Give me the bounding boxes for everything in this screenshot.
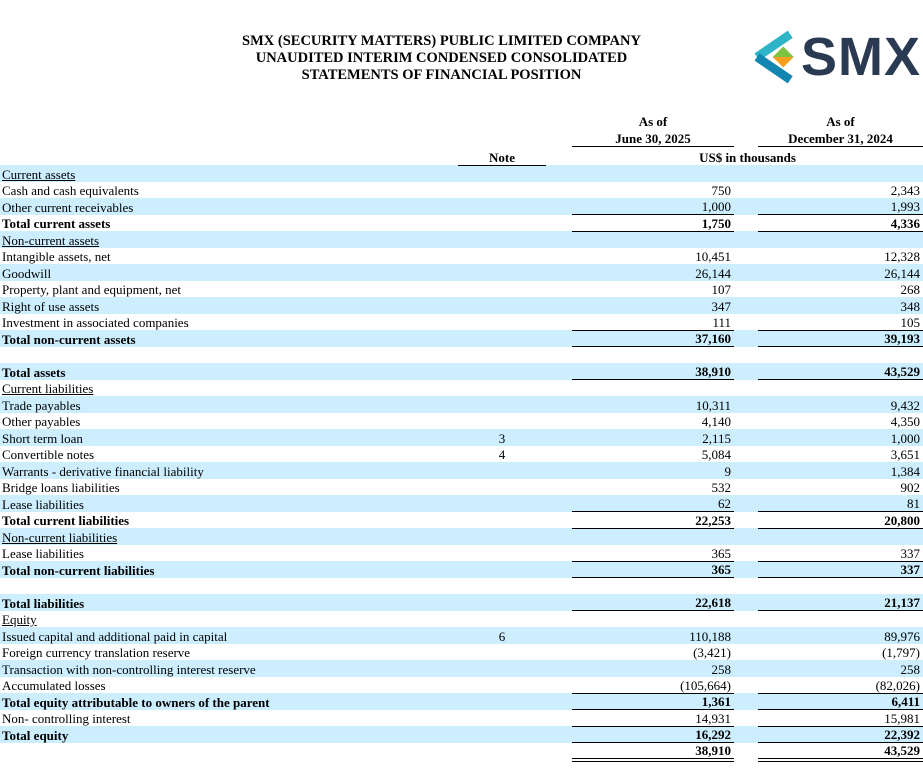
row-note: [458, 165, 546, 182]
section-label: Equity: [2, 612, 37, 627]
table-row: [0, 561, 923, 578]
column-gap: [546, 462, 572, 479]
row-note: [458, 743, 546, 761]
table-row: [0, 710, 923, 727]
value-june-30-2025: 9: [724, 463, 731, 479]
value-june-30-2025: 16,292: [572, 726, 734, 743]
table-row: [0, 743, 923, 761]
total-row-label: Total non-current assets: [2, 331, 136, 347]
row-note: [458, 528, 546, 545]
table-row: [0, 182, 923, 199]
section-label: Non-current assets: [2, 232, 100, 248]
value-june-30-2025: 10,451: [695, 249, 731, 264]
column-gap: [734, 231, 758, 248]
row-label: Trade payables: [2, 397, 81, 413]
value-june-30-2025: 365: [572, 561, 734, 578]
column-gap: [734, 594, 758, 611]
value-december-31-2024: [758, 165, 923, 182]
table-row: [0, 627, 923, 644]
table-row: [0, 215, 923, 232]
row-note: [458, 545, 546, 562]
column-gap: [546, 429, 572, 446]
column-gap: [734, 330, 758, 347]
value-june-30-2025: 347: [711, 298, 731, 314]
column-gap: [546, 330, 572, 347]
table-row: [0, 314, 923, 331]
column-gap: [546, 495, 572, 512]
value-june-30-2025: [572, 231, 734, 248]
column-gap: [546, 146, 572, 165]
column-gap: [546, 561, 572, 578]
value-june-30-2025: 14,931: [572, 710, 734, 727]
value-june-30-2025: [572, 578, 734, 595]
column-gap: [734, 462, 758, 479]
value-june-30-2025: [572, 528, 734, 545]
column-gap: [734, 545, 758, 562]
row-note: [458, 330, 546, 347]
row-note: [458, 396, 546, 413]
table-body: [0, 165, 923, 760]
value-june-30-2025: 22,618: [572, 594, 734, 611]
value-december-31-2024: [758, 528, 923, 545]
table-row: [0, 528, 923, 545]
value-december-31-2024: 15,981: [758, 710, 923, 727]
column-gap: [546, 182, 572, 199]
row-note: [458, 462, 546, 479]
table-row: [0, 281, 923, 298]
table-row: [0, 429, 923, 446]
title-line-3: STATEMENTS OF FINANCIAL POSITION: [301, 67, 582, 83]
row-note: [458, 561, 546, 578]
col1-asof-label: As of: [638, 114, 668, 129]
column-gap: [734, 248, 758, 265]
value-december-31-2024: [758, 231, 923, 248]
table-row: [0, 495, 923, 512]
col1-date-label: June 30, 2025: [572, 129, 734, 146]
value-june-30-2025: 750: [711, 183, 731, 198]
row-label: Property, plant and equipment, net: [2, 282, 181, 297]
column-gap: [546, 710, 572, 727]
value-december-31-2024: [758, 380, 923, 397]
column-gap: [546, 644, 572, 661]
row-note: [458, 644, 546, 661]
table-row: [0, 644, 923, 661]
value-june-30-2025: 107: [711, 282, 731, 297]
row-label: Right of use assets: [2, 298, 100, 314]
column-gap: [546, 743, 572, 761]
column-gap: [734, 297, 758, 314]
section-label: Current liabilities: [2, 381, 94, 396]
value-december-31-2024: 6,411: [758, 693, 923, 710]
value-june-30-2025: 1,000: [572, 198, 734, 215]
row-note: [458, 726, 546, 743]
empty-cell: [0, 146, 458, 165]
value-december-31-2024: 105: [758, 314, 923, 331]
column-gap: [734, 363, 758, 380]
table-row: [0, 512, 923, 529]
note-column-header: Note: [458, 146, 546, 165]
value-december-31-2024: 337: [758, 561, 923, 578]
smx-chevron-icon: [743, 28, 799, 86]
value-december-31-2024: 21,137: [758, 594, 923, 611]
value-december-31-2024: 1,000: [890, 430, 920, 446]
row-note: [458, 413, 546, 430]
column-gap: [734, 512, 758, 529]
row-label: Lease liabilities: [2, 546, 84, 561]
value-june-30-2025: 110,188: [689, 628, 731, 644]
value-june-30-2025: (105,664): [572, 677, 734, 694]
value-june-30-2025: 10,311: [695, 397, 731, 413]
row-label: [0, 578, 458, 595]
row-note: [458, 297, 546, 314]
table-row: [0, 677, 923, 694]
row-note: [458, 264, 546, 281]
value-december-31-2024: 4,350: [890, 414, 920, 429]
empty-cell: [458, 112, 546, 129]
column-gap: [734, 644, 758, 661]
row-label: Accumulated losses: [2, 678, 106, 693]
column-gap: [546, 578, 572, 595]
column-gap: [546, 380, 572, 397]
value-june-30-2025: 2,115: [702, 430, 731, 446]
table-row: [0, 330, 923, 347]
empty-cell: [0, 112, 458, 129]
column-gap: [546, 396, 572, 413]
column-gap: [734, 314, 758, 331]
value-december-31-2024: 268: [900, 282, 920, 297]
value-june-30-2025: 532: [711, 480, 731, 495]
column-gap: [734, 479, 758, 496]
value-december-31-2024: 4,336: [758, 215, 923, 232]
table-row: [0, 231, 923, 248]
table-row: [0, 396, 923, 413]
value-june-30-2025: 1,750: [572, 215, 734, 232]
smx-logo-text: SMX: [800, 27, 921, 87]
value-december-31-2024: (82,026): [758, 677, 923, 694]
table-row: [0, 380, 923, 397]
section-label: Current assets: [2, 166, 76, 182]
table-row: [0, 660, 923, 677]
value-december-31-2024: 1,993: [758, 198, 923, 215]
total-row-label: Total equity attributable to owners of the parent: [2, 694, 270, 710]
col2-date-label: December 31, 2024: [758, 129, 923, 146]
column-gap: [546, 693, 572, 710]
column-gap: [734, 413, 758, 430]
column-gap: [734, 380, 758, 397]
column-gap: [546, 129, 572, 146]
row-label: [0, 347, 458, 364]
row-label: Lease liabilities: [2, 496, 84, 512]
table-row: [0, 347, 923, 364]
column-gap: [734, 677, 758, 694]
section-label: Non-current liabilities: [2, 529, 118, 545]
column-gap: [734, 182, 758, 199]
value-december-31-2024: 3,651: [890, 447, 920, 462]
table-row: [0, 413, 923, 430]
column-gap: [546, 726, 572, 743]
row-label: Issued capital and additional paid in capital: [2, 628, 228, 644]
col2-asof-label: As of: [826, 114, 855, 129]
column-gap: [546, 314, 572, 331]
column-gap: [546, 545, 572, 562]
column-gap: [546, 215, 572, 232]
table-row: [0, 578, 923, 595]
table-row: [0, 165, 923, 182]
value-june-30-2025: [572, 611, 734, 628]
value-june-30-2025: 26,144: [695, 265, 731, 281]
table-row: [0, 297, 923, 314]
column-gap: [734, 710, 758, 727]
value-december-31-2024: 20,800: [758, 512, 923, 529]
value-december-31-2024: 9,432: [890, 397, 920, 413]
value-december-31-2024: 39,193: [758, 330, 923, 347]
row-note: [458, 380, 546, 397]
table-row: [0, 462, 923, 479]
row-label: Short term loan: [2, 430, 83, 446]
table-row: [0, 693, 923, 710]
column-gap: [546, 611, 572, 628]
row-note: 4: [498, 447, 506, 462]
column-gap: [546, 363, 572, 380]
value-december-31-2024: 902: [900, 480, 920, 495]
table-row: [0, 363, 923, 380]
empty-cell: [458, 129, 546, 146]
column-gap: [546, 347, 572, 364]
row-label: Other payables: [2, 414, 81, 429]
value-december-31-2024: [758, 578, 923, 595]
value-december-31-2024: 337: [758, 545, 923, 562]
column-gap: [734, 129, 758, 146]
column-gap: [734, 495, 758, 512]
row-note: [458, 710, 546, 727]
value-december-31-2024: 43,529: [758, 363, 923, 380]
value-december-31-2024: 348: [900, 298, 920, 314]
row-note: [458, 512, 546, 529]
column-gap: [546, 231, 572, 248]
table-row: [0, 545, 923, 562]
column-gap: [546, 528, 572, 545]
value-june-30-2025: 1,361: [572, 693, 734, 710]
column-gap: [546, 594, 572, 611]
total-row-label: Total current liabilities: [2, 513, 130, 528]
table-row: [0, 446, 923, 463]
column-gap: [734, 611, 758, 628]
header-row-dates: [0, 129, 923, 146]
column-gap: [734, 281, 758, 298]
value-december-31-2024: 1,384: [890, 463, 920, 479]
column-gap: [546, 297, 572, 314]
title-line-1: SMX (SECURITY MATTERS) PUBLIC LIMITED COMPANY: [242, 33, 641, 49]
row-note: [458, 479, 546, 496]
row-note: 6: [498, 628, 506, 644]
row-note: [458, 611, 546, 628]
row-label: Other current receivables: [2, 199, 134, 215]
column-gap: [546, 512, 572, 529]
column-gap: [546, 248, 572, 265]
total-row-label: Total assets: [2, 364, 66, 380]
value-june-30-2025: [572, 165, 734, 182]
table-row: [0, 264, 923, 281]
value-december-31-2024: 89,976: [884, 628, 920, 644]
value-december-31-2024: (1,797): [882, 645, 920, 660]
table-row: [0, 594, 923, 611]
column-gap: [734, 198, 758, 215]
value-december-31-2024: 22,392: [758, 726, 923, 743]
value-june-30-2025: 22,253: [572, 512, 734, 529]
row-label: Transaction with non-controlling interest reserve: [2, 661, 256, 677]
value-june-30-2025: 258: [711, 661, 731, 677]
empty-cell: [0, 129, 458, 146]
row-note: [458, 363, 546, 380]
value-december-31-2024: 81: [758, 495, 923, 512]
value-june-30-2025: 365: [572, 545, 734, 562]
total-row-label: Total liabilities: [2, 595, 85, 611]
column-gap: [734, 215, 758, 232]
column-gap: [734, 660, 758, 677]
row-note: [458, 215, 546, 232]
row-note: [458, 231, 546, 248]
value-december-31-2024: [758, 347, 923, 364]
value-december-31-2024: 12,328: [884, 249, 920, 264]
row-note: 3: [498, 430, 506, 446]
row-label: Non- controlling interest: [2, 711, 131, 726]
value-december-31-2024: 26,144: [884, 265, 920, 281]
column-gap: [546, 198, 572, 215]
row-note: [458, 347, 546, 364]
value-june-30-2025: 37,160: [572, 330, 734, 347]
smx-logo: [743, 28, 921, 86]
column-gap: [546, 660, 572, 677]
table-row: [0, 726, 923, 743]
total-row-label: Total equity: [2, 727, 69, 743]
row-label: Investment in associated companies: [2, 315, 189, 330]
value-june-30-2025: 5,084: [701, 447, 731, 462]
document-header: [0, 0, 923, 112]
column-gap: [734, 347, 758, 364]
column-gap: [546, 264, 572, 281]
column-gap: [734, 429, 758, 446]
column-gap: [734, 446, 758, 463]
value-june-30-2025: 38,910: [572, 743, 734, 761]
column-gap: [734, 264, 758, 281]
row-note: [458, 594, 546, 611]
value-june-30-2025: (3,421): [693, 645, 731, 660]
table-row: [0, 198, 923, 215]
value-june-30-2025: 111: [572, 314, 734, 331]
column-gap: [546, 165, 572, 182]
row-note: [458, 660, 546, 677]
column-gap: [734, 396, 758, 413]
value-june-30-2025: 62: [572, 495, 734, 512]
column-gap: [734, 578, 758, 595]
row-note: [458, 677, 546, 694]
title-line-2: UNAUDITED INTERIM CONDENSED CONSOLIDATED: [255, 50, 628, 66]
value-december-31-2024: 43,529: [758, 743, 923, 761]
row-label: Warrants - derivative financial liability: [2, 463, 204, 479]
row-note: [458, 281, 546, 298]
row-label: Intangible assets, net: [2, 249, 111, 264]
row-note: [458, 693, 546, 710]
value-june-30-2025: [572, 380, 734, 397]
column-gap: [734, 528, 758, 545]
column-gap: [546, 479, 572, 496]
column-gap: [734, 627, 758, 644]
value-december-31-2024: [758, 611, 923, 628]
row-label: Goodwill: [2, 265, 52, 281]
row-note: [458, 182, 546, 199]
table-row: [0, 479, 923, 496]
row-note: [458, 314, 546, 331]
row-note: [458, 248, 546, 265]
column-gap: [734, 112, 758, 129]
column-gap: [546, 627, 572, 644]
column-gap: [734, 743, 758, 761]
financial-position-table: [0, 112, 923, 762]
units-header: US$ in thousands: [699, 150, 796, 165]
value-june-30-2025: [572, 347, 734, 364]
column-gap: [734, 726, 758, 743]
total-row-label: Total current assets: [2, 216, 111, 231]
table-row: [0, 611, 923, 628]
row-note: [458, 578, 546, 595]
value-december-31-2024: 2,343: [890, 183, 920, 198]
row-label: Bridge loans liabilities: [2, 480, 120, 495]
column-gap: [546, 677, 572, 694]
table-header: [0, 112, 923, 165]
header-row-asof: [0, 112, 923, 129]
row-label: Cash and cash equivalents: [2, 183, 139, 198]
column-gap: [734, 693, 758, 710]
value-june-30-2025: 4,140: [701, 414, 731, 429]
column-gap: [546, 281, 572, 298]
header-row-note-units: [0, 146, 923, 165]
table-row: [0, 248, 923, 265]
row-label: Convertible notes: [2, 447, 95, 462]
total-row-label: Total non-current liabilities: [2, 562, 155, 578]
column-gap: [734, 561, 758, 578]
column-gap: [546, 413, 572, 430]
row-note: [458, 495, 546, 512]
row-note: [458, 198, 546, 215]
total-row-label: [0, 743, 458, 761]
value-june-30-2025: 38,910: [572, 363, 734, 380]
value-december-31-2024: 258: [900, 661, 920, 677]
column-gap: [546, 112, 572, 129]
row-label: Foreign currency translation reserve: [2, 645, 191, 660]
column-gap: [546, 446, 572, 463]
column-gap: [734, 165, 758, 182]
